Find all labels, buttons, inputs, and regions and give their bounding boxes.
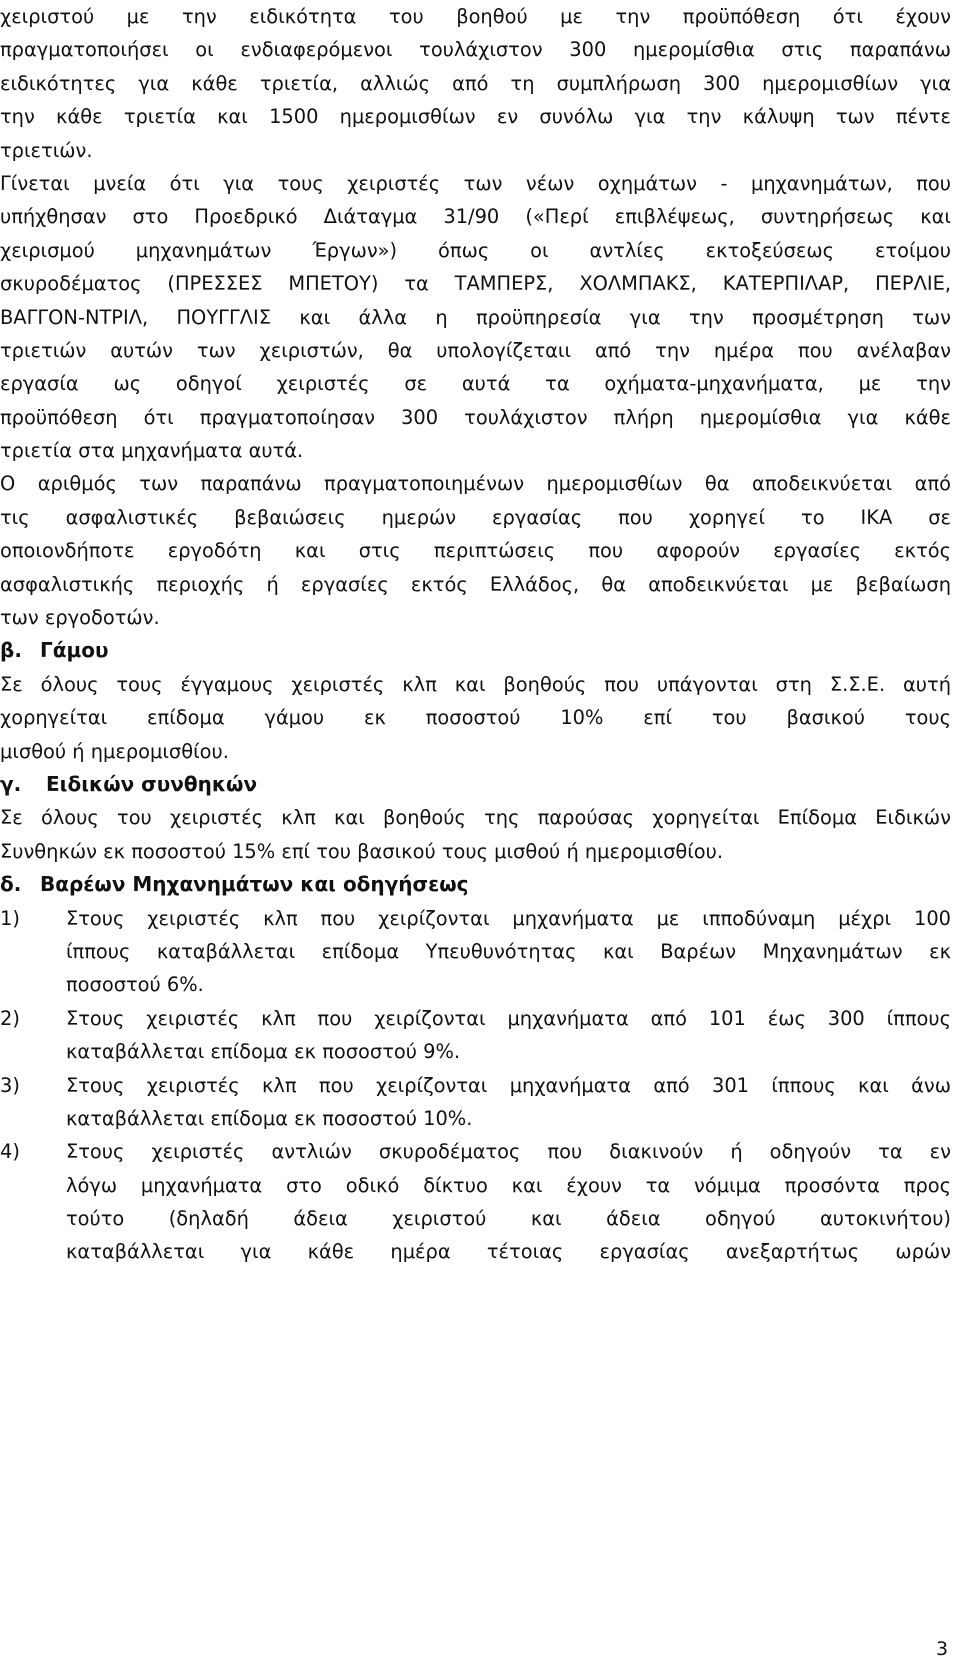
paragraph-marriage-allowance xyxy=(0,668,951,768)
text-line: σκυροδέματος (ΠΡΕΣΣΕΣ ΜΠΕΤΟΥ) τα ΤΑΜΠΕΡΣ, ΧΟΛΜΠΑΚΣ, ΚΑΤΕΡΠΙΛΑΡ, ΠΕΡΛΙΕ, xyxy=(0,272,951,296)
paragraph-helper-seniority xyxy=(0,0,951,167)
text-line: Στους χειριστές κλπ που χειρίζονται μηχανήματα από 101 έως 300 ίππους xyxy=(66,1006,951,1030)
page-number: 3 xyxy=(936,1638,949,1660)
list-item xyxy=(0,902,951,1002)
section-title: Βαρέων Μηχανημάτων και οδηγήσεως xyxy=(40,872,469,897)
text-line: τριετιών. xyxy=(0,138,93,162)
text-line: τριετία στα μηχανήματα αυτά. xyxy=(0,439,304,463)
list-item-number: 1) xyxy=(0,906,20,930)
text-line: Σε όλους του χειριστές κλπ και βοηθούς της παρούσας χορηγείται Επίδομα Ειδικών xyxy=(0,806,951,830)
text-line: μισθού ή ημερομισθίου. xyxy=(0,739,229,763)
text-line: Στους χειριστές κλπ που χειρίζονται μηχανήματα από 301 ίππους και άνω xyxy=(66,1073,951,1097)
text-line: καταβάλλεται για κάθε ημέρα τέτοιας εργασίας ανεξαρτήτως ωρών xyxy=(66,1240,951,1264)
section-heading-marriage xyxy=(0,634,951,667)
text-line: οποιονδήποτε εργοδότη και στις περιπτώσεις που αφορούν εργασίες εκτός xyxy=(0,539,951,563)
text-line: χειριστού με την ειδικότητα του βοηθού με την προϋπόθεση ότι έχουν xyxy=(0,5,951,28)
list-item xyxy=(0,1135,951,1269)
section-heading-special-conditions xyxy=(0,768,951,801)
text-line: εργασία ως οδηγοί χειριστές σε αυτά τα οχήματα-μηχανήματα, με την xyxy=(0,372,951,396)
text-line: Στους χειριστές κλπ που χειρίζονται μηχανήματα με ιπποδύναμη μέχρι 100 xyxy=(66,906,951,930)
text-line: ΒΑΓΓΟΝ-ΝΤΡΙΛ, ΠΟΥΓΓΛΙΣ και άλλα η προϋπηρεσία για την προσμέτρηση των xyxy=(0,305,951,329)
text-line: ειδικότητες για κάθε τριετία, αλλιώς από τη συμπλήρωση 300 ημερομισθίων για xyxy=(0,71,951,95)
text-line: καταβάλλεται επίδομα εκ ποσοστού 9%. xyxy=(66,1040,461,1064)
text-line: λόγω μηχανήματα στο οδικό δίκτυο και έχουν τα νόμιμα προσόντα προς xyxy=(66,1173,951,1197)
text-line: τις ασφαλιστικές βεβαιώσεις ημερών εργασίας που χορηγεί το ΙΚΑ σε xyxy=(0,505,951,529)
list-item-number: 4) xyxy=(0,1140,20,1164)
text-line: Συνθηκών εκ ποσοστού 15% επί του βασικού τους μισθού ή ημερομισθίου. xyxy=(0,839,724,863)
section-title: Γάμου xyxy=(40,638,109,663)
text-line: Στους χειριστές αντλιών σκυροδέματος που διακινούν ή οδηγούν τα εν xyxy=(66,1140,951,1164)
text-line: ασφαλιστικής περιοχής ή εργασίες εκτός Ελλάδος, θα αποδεικνύεται με βεβαίωση xyxy=(0,572,951,596)
section-heading-heavy-machinery xyxy=(0,868,951,901)
section-letter: β. xyxy=(0,638,22,663)
paragraph-new-machines xyxy=(0,167,951,468)
text-line: την κάθε τριετία και 1500 ημερομισθίων εν συνόλω για την κάλυψη των πέντε xyxy=(0,105,951,129)
text-line: πραγματοποιήσει οι ενδιαφερόμενοι τουλάχιστον 300 ημερομίσθια στις παραπάνω xyxy=(0,38,951,62)
text-line: Ο αριθμός των παραπάνω πραγματοποιημένων ημερομισθίων θα αποδεικνύεται από xyxy=(0,472,951,496)
text-line: καταβάλλεται επίδομα εκ ποσοστού 10%. xyxy=(66,1106,473,1130)
text-line: Γίνεται μνεία ότι για τους χειριστές των νέων οχημάτων - μηχανημάτων, που xyxy=(0,171,951,195)
text-line: ποσοστού 6%. xyxy=(66,973,204,997)
text-line: χορηγείται επίδομα γάμου εκ ποσοστού 10% επί του βασικού τους xyxy=(0,706,951,730)
section-title: Ειδικών συνθηκών xyxy=(46,771,258,796)
section-letter: δ. xyxy=(0,872,22,897)
section-letter: γ. xyxy=(0,771,22,796)
paragraph-proof-of-wages xyxy=(0,467,951,634)
text-line: χειρισμού μηχανημάτων Έργων») όπως οι αντλίες εκτοξεύσεως ετοίμου xyxy=(0,238,951,262)
text-line: Σε όλους τους έγγαμους χειριστές κλπ και βοηθούς που υπάγονται στη Σ.Σ.Ε. αυτή xyxy=(0,672,951,696)
list-item xyxy=(0,1002,951,1069)
text-line: των εργοδοτών. xyxy=(0,606,160,630)
list-item-number: 3) xyxy=(0,1073,20,1097)
text-line: υπήχθησαν στο Προεδρικό Διάταγμα 31/90 («Περί επιβλέψεως, συντηρήσεως και xyxy=(0,205,951,229)
list-item xyxy=(0,1069,951,1136)
text-line: τούτο (δηλαδή άδεια χειριστού και άδεια οδηγού αυτοκινήτου) xyxy=(66,1207,951,1231)
text-line: τριετιών αυτών των χειριστών, θα υπολογίζεταιι από την ημέρα που ανέλαβαν xyxy=(0,338,951,362)
text-line: προϋπόθεση ότι πραγματοποίησαν 300 τουλάχιστον πλήρη ημερομίσθια για κάθε xyxy=(0,405,951,429)
list-item-number: 2) xyxy=(0,1006,20,1030)
paragraph-special-conditions xyxy=(0,801,951,868)
text-line: ίππους καταβάλλεται επίδομα Υπευθυνότητας και Βαρέων Μηχανημάτων εκ xyxy=(66,939,951,963)
